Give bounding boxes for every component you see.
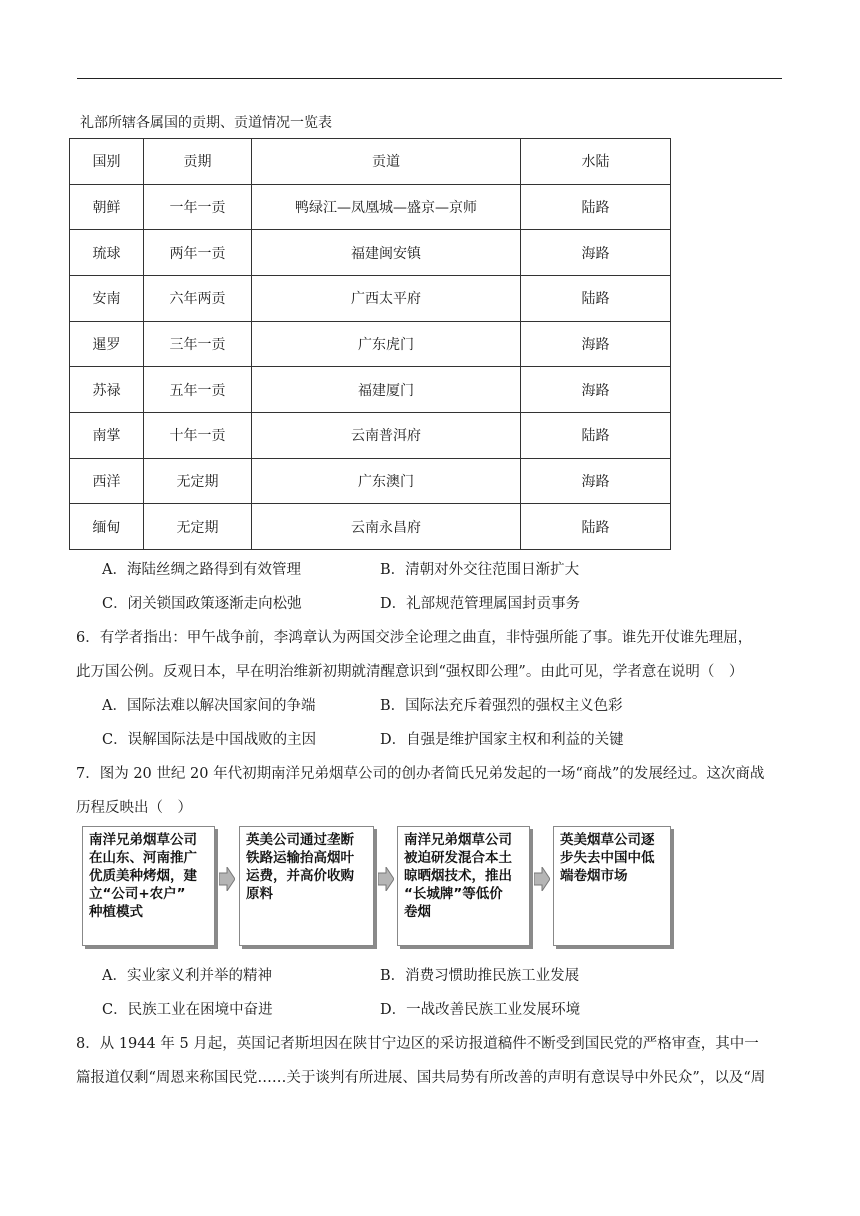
table-cell: 缅甸 <box>70 504 144 550</box>
q7-stem-line2: 历程反映出（ ） <box>76 800 192 816</box>
table-header-row <box>70 139 671 185</box>
table-cell: 一年一贡 <box>144 184 252 230</box>
table-cell: 陆路 <box>521 275 671 321</box>
table-cell: 十年一贡 <box>144 412 252 458</box>
table-row <box>70 458 671 504</box>
flow-step-text: 原料 <box>246 886 273 902</box>
q5-option-b: B．清朝对外交往范围日渐扩大 <box>380 562 580 578</box>
table-row <box>70 504 671 550</box>
header-rule <box>77 78 782 79</box>
q8-stem-line2: 篇报道仅剩“周恩来称国民党……关于谈判有所进展、国共局势有所改善的声明有意误导中外民众”，以及“周 <box>76 1070 766 1086</box>
header-cell: 水陆 <box>521 139 671 185</box>
flow-step-text: 步失去中国中低 <box>560 850 655 866</box>
flow-step-text: 南洋兄弟烟草公司 <box>404 832 512 848</box>
flow-step-4 <box>553 826 671 946</box>
table-cell: 海路 <box>521 230 671 276</box>
table-row <box>70 230 671 276</box>
header-cell: 国别 <box>70 139 144 185</box>
flow-step-text: 南洋兄弟烟草公司 <box>89 832 197 848</box>
q7-option-d: D．一战改善民族工业发展环境 <box>380 1002 581 1018</box>
q5-option-c: C．闭关锁国政策逐渐走向松弛 <box>102 596 302 612</box>
header-cell: 贡道 <box>252 139 521 185</box>
table-row <box>70 412 671 458</box>
table-cell: 西洋 <box>70 458 144 504</box>
flow-step-text: 种植模式 <box>89 904 143 920</box>
flow-step-text: 在山东、河南推广 <box>89 850 197 866</box>
arrow-right-icon <box>378 867 394 891</box>
table-cell: 鸭绿江—凤凰城—盛京—京师 <box>252 184 521 230</box>
table-row <box>70 184 671 230</box>
q7-option-b: B．消费习惯助推民族工业发展 <box>380 968 580 984</box>
table-cell: 广东虎门 <box>252 321 521 367</box>
table-cell: 两年一贡 <box>144 230 252 276</box>
table-row <box>70 275 671 321</box>
flow-step-text: 英美公司通过垄断 <box>246 832 354 848</box>
q7-stem-line1: 7．图为 20 世纪 20 年代初期南洋兄弟烟草公司的创办者简氏兄弟发起的一场“商战”的发展经过。这次商战 <box>76 766 765 782</box>
flow-step-text: 被迫研发混合本土 <box>404 850 512 866</box>
flow-step-text: 优质美种烤烟，建 <box>89 868 197 884</box>
q6-option-d: D．自强是维护国家主权和利益的关键 <box>380 732 624 748</box>
table-cell: 海路 <box>521 321 671 367</box>
q6-option-b: B．国际法充斥着强烈的强权主义色彩 <box>380 698 623 714</box>
table-row <box>70 367 671 413</box>
q6-option-c: C．误解国际法是中国战败的主因 <box>102 732 317 748</box>
table-cell: 福建闽安镇 <box>252 230 521 276</box>
q6-stem-line2: 此万国公例。反观日本，早在明治维新初期就清醒意识到“强权即公理”。由此可见，学者意在说明（ ） <box>76 664 744 680</box>
table-cell: 苏禄 <box>70 367 144 413</box>
table-cell: 三年一贡 <box>144 321 252 367</box>
flow-step-text: 英美烟草公司逐 <box>560 832 655 848</box>
table-cell: 朝鲜 <box>70 184 144 230</box>
table-cell: 六年两贡 <box>144 275 252 321</box>
q6-stem-line1: 6．有学者指出：甲午战争前，李鸿章认为两国交涉全论理之曲直，非恃强所能了事。谁先开仗谁先理屈， <box>76 630 753 646</box>
q8-stem-line1: 8．从 1944 年 5 月起，英国记者斯坦因在陕甘宁边区的采访报道稿件不断受到国民党的严格审查，其中一 <box>76 1036 759 1052</box>
flow-step-text: 晾晒烟技术，推出 <box>404 868 512 884</box>
table-cell: 五年一贡 <box>144 367 252 413</box>
flow-step-text: 卷烟 <box>404 904 431 920</box>
table-cell: 云南普洱府 <box>252 412 521 458</box>
q7-option-a: A．实业家义利并举的精神 <box>102 968 272 984</box>
table-cell: 云南永昌府 <box>252 504 521 550</box>
table-cell: 暹罗 <box>70 321 144 367</box>
flow-step-2 <box>239 826 374 946</box>
table-cell: 陆路 <box>521 412 671 458</box>
flow-step-text: 铁路运输抬高烟叶 <box>246 850 354 866</box>
table-row <box>70 321 671 367</box>
table-cell: 广西太平府 <box>252 275 521 321</box>
table-cell: 南掌 <box>70 412 144 458</box>
arrow-right-icon <box>219 867 235 891</box>
table-cell: 安南 <box>70 275 144 321</box>
flow-step-text: 立“公司+农户” <box>89 886 186 902</box>
table-cell: 无定期 <box>144 504 252 550</box>
table-cell: 广东澳门 <box>252 458 521 504</box>
table-cell: 海路 <box>521 458 671 504</box>
flow-step-3 <box>397 826 530 946</box>
table-cell: 陆路 <box>521 504 671 550</box>
table-cell: 福建厦门 <box>252 367 521 413</box>
arrow-right-icon <box>534 867 550 891</box>
table-caption: 礼部所辖各属国的贡期、贡道情况一览表 <box>80 115 332 131</box>
flow-step-text: 端卷烟市场 <box>560 868 628 884</box>
table-cell: 陆路 <box>521 184 671 230</box>
flow-step-1 <box>82 826 215 946</box>
tribute-table <box>69 138 671 550</box>
table-cell: 无定期 <box>144 458 252 504</box>
q5-option-a: A．海陆丝绸之路得到有效管理 <box>102 562 301 578</box>
q5-option-d: D．礼部规范管理属国封贡事务 <box>380 596 581 612</box>
flow-step-text: “长城牌”等低价 <box>404 886 503 902</box>
table-cell: 琉球 <box>70 230 144 276</box>
header-cell: 贡期 <box>144 139 252 185</box>
table-cell: 海路 <box>521 367 671 413</box>
q7-option-c: C．民族工业在困境中奋进 <box>102 1002 273 1018</box>
q6-option-a: A．国际法难以解决国家间的争端 <box>102 698 316 714</box>
flow-step-text: 运费，并高价收购 <box>246 868 354 884</box>
